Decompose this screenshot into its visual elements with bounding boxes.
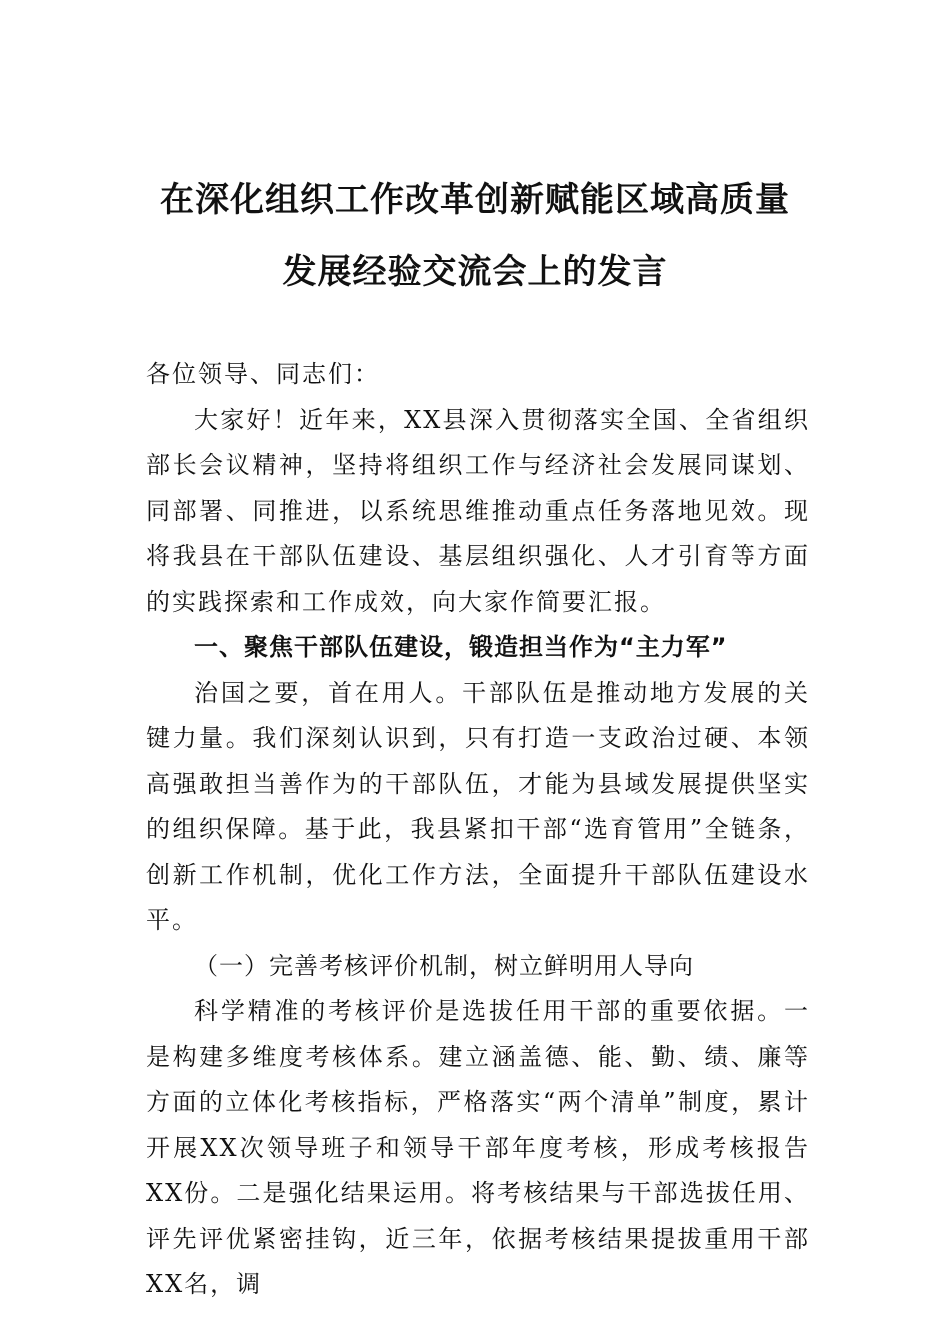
section-1-paragraph: 治国之要，首在用人。干部队伍是推动地方发展的关键力量。我们深刻认识到，只有打造一支政治过硬、本领高强敢担当善作为的干部队伍，才能为县域发展提供坚实的组织保障。基于此，我县紧扣干部“选育管用”全链条，创新工作机制，优化工作方法，全面提升干部队伍建设水平。: [146, 678, 810, 934]
salutation: 各位领导、同志们：: [146, 360, 380, 388]
intro-paragraph: 大家好！近年来，XX县深入贯彻落实全国、全省组织部长会议精神，坚持将组织工作与经济社会发展同谋划、同部署、同推进，以系统思维推动重点任务落地见效。现将我县在干部队伍建设、基层组织强化、人才引育等方面的实践探索和工作成效，向大家作简要汇报。: [146, 405, 810, 616]
section-heading-1: 一、聚焦干部队伍建设，锻造担当作为“主力军”: [194, 633, 728, 661]
document-title-line-1: 在深化组织工作改革创新赋能区域高质量: [160, 180, 790, 220]
document-title-line-2: 发展经验交流会上的发言: [282, 252, 668, 292]
document-body: [146, 352, 810, 1308]
subsection-1-paragraph: 科学精准的考核评价是选拔任用干部的重要依据。一是构建多维度考核体系。建立涵盖德、能、勤、绩、廉等方面的立体化考核指标，严格落实“两个清单”制度，累计开展XX次领导班子和领导干部年度考核，形成考核报告XX份。二是强化结果运用。将考核结果与干部选拔任用、评先评优紧密挂钩，近三年，依据考核结果提拔重用干部XX名，调: [146, 997, 810, 1298]
subsection-heading-1: （一）完善考核评价机制，树立鲜明用人导向: [194, 951, 694, 980]
